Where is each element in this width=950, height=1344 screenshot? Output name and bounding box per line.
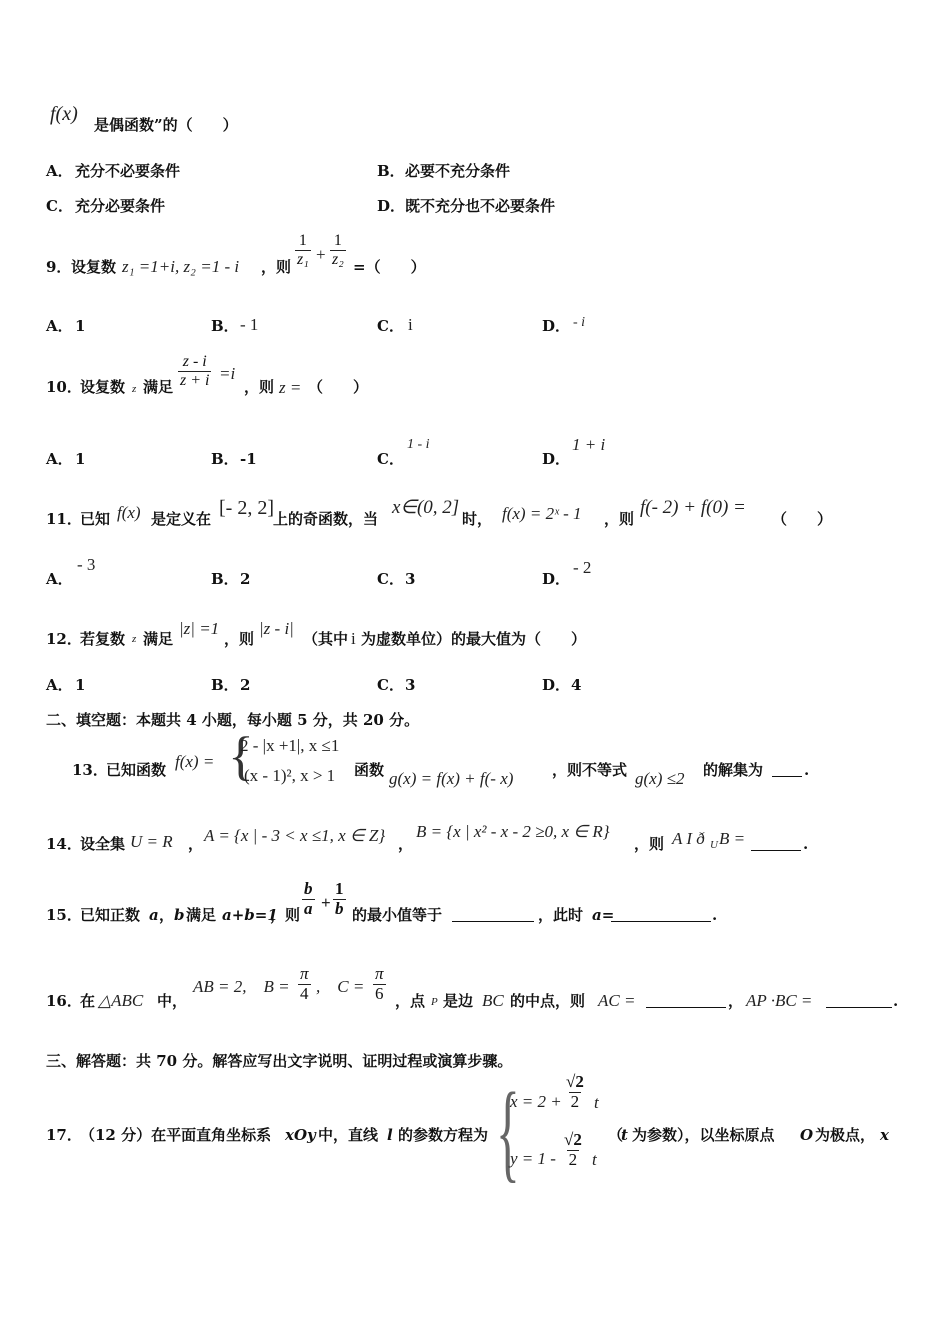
q12-option-b-letter: B．	[211, 676, 239, 694]
q15-frac1-num: b	[304, 879, 313, 898]
q14-p3: ，	[398, 835, 414, 853]
q10-fraction	[178, 353, 211, 389]
q16-end: .	[893, 992, 899, 1010]
q12-p1: 若复数	[80, 630, 126, 648]
q15-end: .	[712, 906, 718, 924]
q10-number: 10．	[46, 378, 82, 396]
q16-p5: 的中点，则	[510, 992, 586, 1010]
q15-p1: 已知正数	[80, 906, 141, 924]
q17-x-den: 2	[570, 1091, 580, 1111]
q11-p3: 上的奇函数，当	[273, 510, 379, 528]
q17-p3: 的参数方程为	[398, 1126, 489, 1144]
q16-pi-over-4	[298, 965, 311, 1003]
q16-pi2-den: 6	[375, 983, 384, 1003]
q11-p4: 时，	[462, 510, 493, 528]
q17-number: 17．	[46, 1126, 82, 1144]
q10-option-d-value: 1 + i	[572, 435, 606, 454]
q15-p4: 的最小值等于	[352, 906, 443, 924]
q14-f1: U = R	[130, 832, 173, 851]
q17-y-t: t	[592, 1150, 597, 1169]
q12-option-b-value: 2	[240, 676, 251, 694]
q16-point-p: P	[431, 996, 438, 1008]
q9-frac1-den: z₁	[297, 250, 309, 268]
q15-comma: ，	[159, 906, 175, 924]
q8-option-c-letter: C．	[46, 197, 73, 215]
q9-option-a-value: 1	[75, 317, 86, 335]
q17-p2: 中，直线	[318, 1126, 379, 1144]
q17-t-param: t	[621, 1126, 628, 1144]
q9-frac2-num: 1	[333, 232, 342, 249]
q16-pi-over-6	[373, 965, 386, 1003]
q9-frac1-num: 1	[298, 232, 307, 249]
q16-p4: 是边	[443, 992, 474, 1010]
q17-x-end: x	[880, 1126, 889, 1144]
q10-mid: 满足	[143, 378, 174, 396]
q11-p6: （ ）	[772, 510, 833, 528]
q15-b: b	[174, 906, 185, 924]
q9-number: 9．	[46, 258, 72, 276]
q12-p4: （其中	[303, 630, 349, 648]
q12-option-d-value: 4	[571, 676, 582, 694]
q9-suffix: =（ ）	[353, 258, 426, 276]
q17-y-den: 2	[568, 1149, 578, 1169]
q16-pi1-num: π	[300, 964, 309, 983]
q17-y-sqrt2-fraction	[562, 1131, 584, 1169]
q12-option-a-letter: A．	[46, 676, 73, 694]
q17-x-t: t	[594, 1093, 599, 1112]
q16-p3: ，点	[395, 992, 426, 1010]
q9-option-d-letter: D．	[542, 317, 571, 335]
q10-option-b-value: -1	[240, 450, 257, 468]
q11-f2: [- 2, 2]	[219, 497, 274, 519]
q9-option-a-letter: A．	[46, 317, 73, 335]
q12-f1: |z| =1	[179, 619, 220, 638]
q16-ac-blank[interactable]	[646, 995, 726, 1008]
q9-formula: z₁ =1+i, z₂ =1 - i	[122, 257, 240, 276]
q16-f1: AB = 2, B =	[193, 977, 290, 996]
q8-option-b-letter: B．	[377, 162, 405, 180]
q13-p4: 的解集为	[703, 761, 764, 779]
q15-a-blank[interactable]	[611, 909, 711, 922]
q9-option-b-value: - 1	[240, 315, 259, 334]
q12-p3: ，则	[224, 630, 255, 648]
q12-i-char: i	[351, 629, 356, 648]
q15-cond: a+b=1	[222, 906, 278, 924]
q16-number: 16．	[46, 992, 82, 1010]
q11-f1: f(x)	[117, 503, 141, 522]
q10-suffix: （ ）	[308, 378, 369, 396]
q14-f3: B = {x | x² - x - 2 ≥0, x ∈ R}	[416, 822, 610, 841]
q12-p5: 为虚数单位）的最大值为（ ）	[361, 630, 587, 648]
q17-p1: （12 分）在平面直角坐标系	[80, 1126, 272, 1144]
q10-option-d-letter: D．	[542, 450, 571, 468]
q12-number: 12．	[46, 630, 82, 648]
q15-plus: +	[321, 893, 331, 912]
q16-ap-bc: AP ·BC =	[746, 991, 813, 1010]
q11-option-a-letter: A．	[46, 570, 73, 588]
q8-option-b-text: 必要不充分条件	[405, 162, 511, 180]
q17-y-sqrt2: √2	[564, 1130, 582, 1149]
q12-option-a-value: 1	[75, 676, 86, 694]
q13-f3: g(x) ≤2	[635, 769, 685, 788]
q8-option-a-text: 充分不必要条件	[75, 162, 181, 180]
q8-option-d-text: 既不充分也不必要条件	[405, 197, 556, 215]
q17-xoy: xOy	[285, 1126, 316, 1144]
q15-a-eq: a=	[592, 906, 615, 924]
q12-option-c-letter: C．	[377, 676, 404, 694]
q11-p1: 已知	[80, 510, 111, 528]
q13-end: .	[804, 761, 810, 779]
q13-brace: {	[228, 726, 254, 786]
q15-fraction-1	[302, 880, 315, 918]
q10-then: ，则	[244, 378, 275, 396]
q8-option-a-letter: A．	[46, 162, 73, 180]
q9-option-c-value: i	[408, 315, 413, 334]
section-2-heading: 二、填空题：本题共 4 小题，每小题 5 分，共 20 分。	[46, 711, 420, 729]
q16-f2: , C =	[316, 977, 365, 996]
q16-p1: 在	[80, 992, 96, 1010]
q13-f2: g(x) = f(x) + f(- x)	[389, 769, 514, 788]
q9-mid: ，则	[261, 258, 292, 276]
q17-x-sqrt2: √2	[566, 1072, 584, 1091]
q13-number: 13．	[72, 761, 108, 779]
q9-plus: +	[316, 245, 326, 264]
q11-f4: f(x) = 2ˣ - 1	[502, 504, 582, 523]
q17-y-eq-start: y = 1 -	[510, 1149, 556, 1168]
q11-f5: f(- 2) + f(0) =	[640, 497, 746, 518]
q9-fraction-2	[330, 232, 346, 268]
q14-p4: ，则	[634, 835, 665, 853]
q11-p5: ，则	[604, 510, 635, 528]
q15-fraction-2	[333, 880, 346, 918]
q15-frac1-den: a	[304, 898, 313, 918]
q17-brace: {	[496, 1070, 520, 1192]
q14-answer-blank[interactable]	[751, 838, 801, 851]
q9-frac2-den: z₂	[332, 250, 344, 268]
q16-pi2-num: π	[375, 964, 384, 983]
q16-sep: ，	[728, 992, 744, 1010]
q10-option-b-letter: B．	[211, 450, 239, 468]
q13-p1: 已知函数	[106, 761, 167, 779]
q13-case2: (x - 1)², x > 1	[244, 766, 336, 785]
q15-p2: 满足	[186, 906, 217, 924]
q17-p6: 为极点，	[815, 1126, 876, 1144]
q11-option-d-value: - 2	[573, 558, 592, 577]
q14-number: 14．	[46, 835, 82, 853]
q11-number: 11．	[46, 510, 82, 528]
q14-p1: 设全集	[80, 835, 126, 853]
q8-f-of-x: f(x)	[50, 103, 78, 125]
q15-p5: ，此时	[538, 906, 584, 924]
q16-ac: AC =	[598, 991, 636, 1010]
q9-fraction-1	[295, 232, 311, 268]
q10-option-c-value: 1 - i	[407, 437, 430, 452]
q10-lhs: z =	[279, 378, 302, 397]
q12-p2: 满足	[143, 630, 174, 648]
q8-tail-text: 是偶函数”的（ ）	[94, 116, 238, 134]
q10-prefix: 设复数	[80, 378, 126, 396]
q17-x-sqrt2-fraction	[564, 1073, 586, 1111]
q17-l: l	[387, 1126, 393, 1144]
q10-option-a-letter: A．	[46, 450, 73, 468]
q11-option-c-letter: C．	[377, 570, 404, 588]
q9-option-b-letter: B．	[211, 317, 239, 335]
q13-f-lhs: f(x) =	[175, 752, 215, 771]
q13-p2: 函数	[354, 761, 385, 779]
q15-a: a	[149, 906, 159, 924]
q11-option-b-letter: B．	[211, 570, 239, 588]
q16-pi1-den: 4	[300, 983, 309, 1003]
q12-var: z	[132, 633, 137, 645]
q12-option-c-value: 3	[405, 676, 416, 694]
q12-option-d-letter: D．	[542, 676, 571, 694]
q17-o: O	[800, 1126, 814, 1144]
q11-option-c-value: 3	[405, 570, 416, 588]
q10-option-c-letter: C．	[377, 450, 404, 468]
q11-p2: 是定义在	[151, 510, 212, 528]
q10-var: z	[132, 383, 137, 395]
q14-f2: A = {x | - 3 < x ≤1, x ∈ Z}	[204, 826, 386, 845]
q9-prefix: 设复数	[71, 258, 117, 276]
q15-p3: ，则	[270, 906, 301, 924]
q16-bc: BC	[482, 991, 504, 1010]
q10-option-a-value: 1	[75, 450, 86, 468]
q8-option-d-letter: D．	[377, 197, 406, 215]
q11-option-b-value: 2	[240, 570, 251, 588]
q8-option-c-text: 充分必要条件	[75, 197, 166, 215]
q17-p5: 为参数），以坐标原点	[632, 1126, 775, 1144]
q11-option-a-value: - 3	[77, 555, 96, 574]
q10-frac-num: z - i	[182, 353, 207, 370]
q14-f4-end: B =	[719, 829, 746, 848]
q15-min-blank[interactable]	[452, 909, 534, 922]
q10-frac-den: z + i	[180, 371, 210, 389]
q16-triangle: △ABC	[98, 991, 144, 1010]
section-3-heading: 三、解答题：共 70 分。解答应写出文字说明、证明过程或演算步骤。	[46, 1052, 513, 1070]
q9-option-d-value: - i	[573, 315, 586, 330]
q17-p4: （	[608, 1126, 624, 1144]
q15-number: 15．	[46, 906, 82, 924]
q12-f2: |z - i|	[259, 619, 294, 638]
q14-p2: ，	[188, 835, 204, 853]
q13-p3: ，则不等式	[552, 761, 628, 779]
q13-case1: 2 - |x +1|, x ≤1	[240, 736, 340, 755]
q15-frac2-den: b	[335, 898, 344, 918]
q13-answer-blank[interactable]	[772, 764, 802, 777]
q10-eq: =i	[219, 364, 236, 383]
q11-f3: x∈(0, 2]	[392, 497, 460, 518]
q14-end: .	[803, 835, 809, 853]
q16-apbc-blank[interactable]	[826, 995, 892, 1008]
q16-p2: 中，	[157, 992, 188, 1010]
q11-option-d-letter: D．	[542, 570, 571, 588]
q14-f4: A I ð	[672, 829, 705, 848]
q9-option-c-letter: C．	[377, 317, 404, 335]
q14-f4-sub: U	[710, 839, 718, 851]
q17-x-eq-start: x = 2 +	[510, 1092, 562, 1111]
q15-frac2-num: 1	[335, 879, 344, 898]
